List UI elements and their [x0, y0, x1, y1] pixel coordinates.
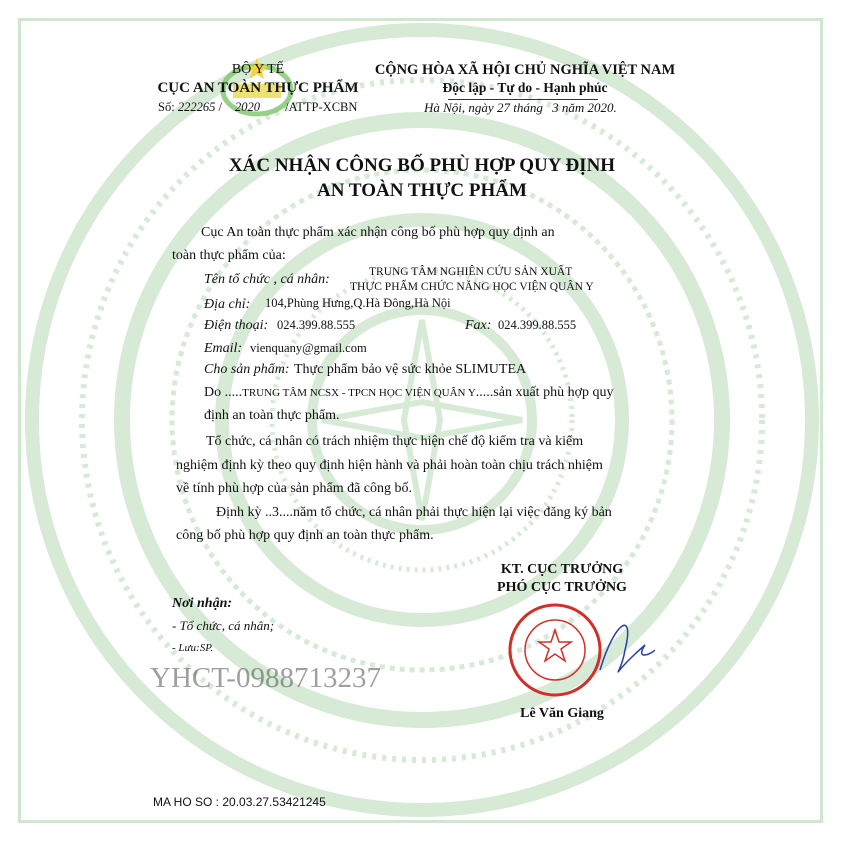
manufacturer-line: [204, 385, 613, 401]
country-name: CỘNG HÒA XÃ HỘI CHỦ NGHĨA VIỆT NAM: [374, 62, 676, 78]
phone-label: Điện thoại:: [204, 318, 269, 333]
address-label: Địa chỉ:: [204, 297, 251, 312]
page-border: [18, 18, 823, 823]
product-value: Thực phẩm bảo vệ sức khỏe SLIMUTEA: [294, 362, 527, 377]
manufacturer-suffix: .....sản xuất phù hợp quy: [475, 385, 614, 400]
phone-value: 024.399.88.555: [277, 318, 356, 332]
responsibility-line-2: nghiệm định kỳ theo quy định hiện hành và phải hoàn toàn chịu trách nhiệm: [176, 458, 603, 473]
agency-name: CỤC AN TOÀN THỰC PHẨM: [157, 80, 359, 96]
file-code: MA HO SO : 20.03.27.53421245: [153, 795, 326, 809]
address-value: 104,Phùng Hưng,Q.Hà Đông,Hà Nội: [265, 296, 451, 310]
issue-date: [424, 101, 617, 116]
period-line-1: Định kỳ ..3....năm tổ chức, cá nhân phải thực hiện lại việc đăng ký bản: [216, 505, 612, 520]
title-line-2: AN TOÀN THỰC PHẨM: [317, 180, 527, 201]
recipient-item: - Tổ chức, cá nhân;: [172, 618, 275, 633]
email-label: Email:: [204, 341, 243, 356]
responsibility-line-1: Tổ chức, cá nhân có trách nhiệm thực hiện chế độ kiểm tra và kiểm: [206, 434, 584, 449]
manufacturer-line-2: định an toàn thực phẩm.: [204, 408, 340, 423]
date-year: năm 2020.: [561, 100, 617, 115]
signer-name: Lê Văn Giang: [520, 706, 604, 721]
email-value: vienquany@gmail.com: [250, 341, 367, 355]
watermark-text: YHCT-0988713237: [150, 662, 381, 694]
title-line-1: XÁC NHẬN CÔNG BỐ PHÙ HỢP QUY ĐỊNH: [228, 155, 616, 176]
number-year: 2020: [235, 100, 261, 114]
date-prefix: Hà Nội, ngày: [424, 100, 494, 115]
fax-value: 024.399.88.555: [498, 318, 577, 332]
intro-line-1: Cục An toàn thực phẩm xác nhận công bố phù hợp quy định an: [201, 225, 555, 240]
number-suffix: /ATTP-XCBN: [285, 100, 358, 114]
intro-line-2: toàn thực phẩm của:: [172, 248, 286, 263]
manufacturer-name: TRUNG TÂM NCSX - TPCN HỌC VIỆN QUÂN Y: [242, 387, 476, 399]
date-day: 27: [496, 100, 510, 115]
signature-title-1: KT. CỤC TRƯỞNG: [500, 562, 624, 577]
org-name-line-1: TRUNG TÂM NGHIÊN CỨU SẢN XUẤT: [369, 266, 573, 278]
recipient-item: - Lưu:SP.: [172, 642, 214, 654]
responsibility-line-3: về tính phù hợp của sản phẩm đã công bố.: [176, 481, 413, 496]
recipients-label: Nơi nhận:: [172, 596, 233, 611]
national-motto: Độc lập - Tự do - Hạnh phúc: [442, 80, 608, 95]
period-line-2: công bố phù hợp quy định an toàn thực phẩm.: [176, 528, 434, 543]
signature-title-2: PHÓ CỤC TRƯỞNG: [497, 580, 627, 595]
number-label: Số:: [158, 100, 175, 114]
number-value: 222265: [177, 100, 216, 114]
ministry-name: BỘ Y TẾ: [231, 62, 285, 77]
product-label: Cho sản phẩm:: [204, 362, 290, 377]
org-label: Tên tổ chức , cá nhân:: [204, 272, 330, 287]
fax-label: Fax:: [465, 318, 492, 333]
org-name-line-2: THỰC PHẨM CHỨC NĂNG HỌC VIỆN QUÂN Y: [350, 281, 594, 293]
date-month: 3: [552, 100, 559, 115]
manufacturer-prefix: Do .....: [204, 385, 243, 400]
number-slash: /: [218, 100, 222, 114]
official-seal-icon: [505, 600, 655, 700]
date-month-label: tháng: [513, 100, 543, 115]
document-number: [158, 100, 357, 114]
